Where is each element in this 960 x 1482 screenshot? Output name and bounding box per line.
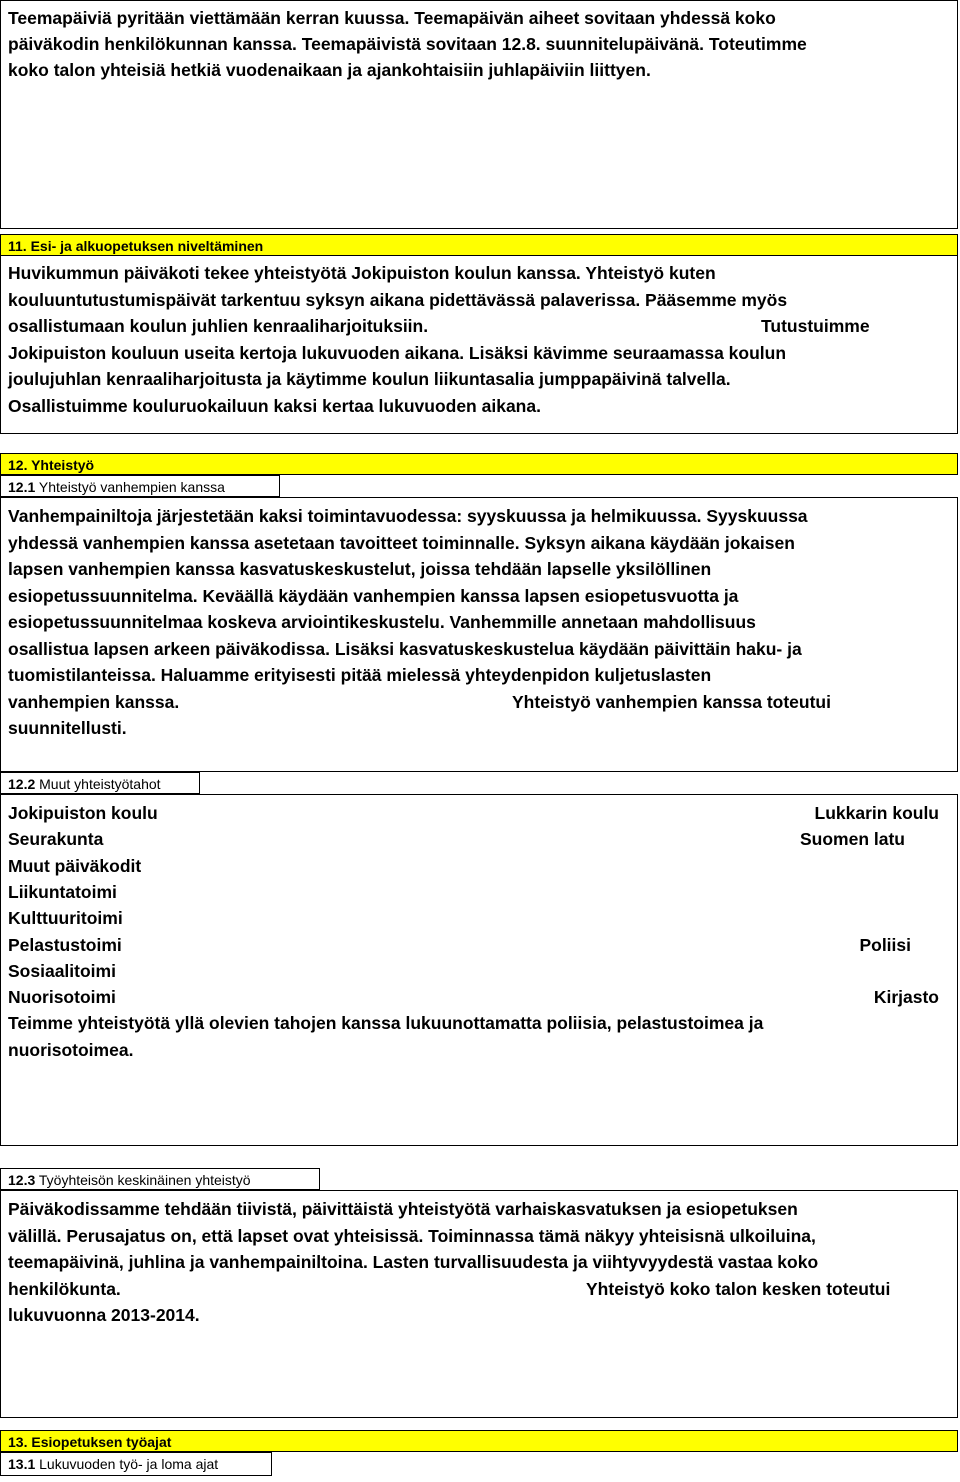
partner-right: Suomen latu (799, 829, 905, 850)
sec11-line: joulujuhlan kenraaliharjoitusta ja käytimme koulun liikuntasalia jumppapäivinä talvella. (8, 369, 731, 389)
subsection-number: 12.3 (8, 1172, 36, 1188)
sec12-3-line: Päiväkodissamme tehdään tiivistä, päivittäistä yhteistyötä varhaiskasvatuksen ja esiopetuksen (8, 1199, 798, 1219)
partner-left: Kulttuuritoimi (8, 908, 123, 929)
sec12-3-line: lukuvuonna 2013-2014. (8, 1305, 200, 1325)
sec12-1-line: suunnitellusti. (8, 718, 127, 738)
sec12-1-line: tuomistilanteissa. Haluamme erityisesti pitää mielessä yhteydenpidon kuljetuslasten (8, 665, 712, 685)
subsection-13-1-heading (0, 1452, 272, 1476)
section-13-heading: 13. Esiopetuksen työajat (0, 1430, 958, 1452)
partner-row (8, 984, 939, 1010)
subsection-number: 12.1 (8, 479, 36, 495)
partner-left: Pelastustoimi (8, 934, 122, 955)
sec11-line-split (8, 313, 952, 340)
sec11-line-left: osallistumaan koulun juhlien kenraaliharjoituksiin. (8, 316, 429, 336)
sec11-line: Osallistuimme kouluruokailuun kaksi kertaa lukuvuoden aikana. (8, 395, 541, 416)
sec12-3-line-split (8, 1276, 952, 1303)
intro-section (0, 0, 958, 229)
sec12-3-line-right: Yhteistyö koko talon kesken toteutui (586, 1278, 891, 1299)
sec12-1-line-right: Yhteistyö vanhempien kanssa toteutui (512, 691, 831, 712)
partner-left: Muut päiväkodit (8, 855, 142, 876)
partner-right: Lukkarin koulu (814, 803, 939, 823)
subsection-title: Lukuvuoden työ- ja loma ajat (39, 1456, 219, 1472)
subsection-12-3-text (8, 1196, 952, 1329)
sec12-1-line: lapsen vanhempien kanssa kasvatuskeskustelut, joissa tehdään lapselle yksilöllinen (8, 559, 712, 579)
sec12-3-line: välillä. Perusajatus on, että lapset ovat yhteisissä. Toiminnassa tämä näkyy yhteisisnä ulkoiluina, (8, 1225, 816, 1246)
partner-row (8, 826, 939, 852)
sec11-line: Huvikummun päiväkoti tekee yhteistyötä Jokipuiston koulun kanssa. Yhteistyö kuten (8, 263, 716, 283)
intro-line: Teemapäiviä pyritään viettämään kerran kuussa. Teemapäivän aiheet sovitaan yhdessä koko (8, 8, 776, 28)
sec12-1-line: osallistua lapsen arkeen päiväkodissa. Lisäksi kasvatuskeskustelua käydään päivittäin haku- ja (8, 638, 802, 659)
partner-left: Jokipuiston koulu (8, 803, 158, 823)
subsection-12-3-heading (0, 1168, 320, 1190)
intro-text (8, 5, 807, 83)
section-11-body (0, 256, 958, 434)
sec12-1-line: Vanhempainiltoja järjestetään kaksi toimintavuodessa: syyskuussa ja helmikuussa. Syyskuussa (8, 506, 808, 526)
partner-row (8, 905, 939, 931)
partner-row (8, 879, 939, 905)
intro-line: päiväkodin henkilökunnan kanssa. Teemapäivistä sovitaan 12.8. suunnitelupäivänä. Toteutimme (8, 34, 807, 54)
subsection-12-1-text (8, 503, 952, 742)
subsection-12-1-body (0, 497, 958, 772)
subsection-number: 12.2 (8, 776, 36, 792)
section-12-heading: 12. Yhteistyö (0, 453, 958, 475)
sec12-1-line: yhdessä vanhempien kanssa asetetaan tavoitteet toiminnalle. Syksyn aikana käydään jokaisen (8, 532, 795, 553)
sec12-3-line: teemapäivinä, juhlina ja vanhempainiltoina. Lasten turvallisuudesta ja viihtyvyydestä vastaa koko (8, 1252, 819, 1272)
partner-row (8, 932, 939, 958)
subsection-12-3-body (0, 1190, 958, 1418)
partner-row (8, 800, 939, 826)
subsection-12-2-body (0, 794, 958, 1146)
intro-line: koko talon yhteisiä hetkiä vuodenaikaan ja ajankohtaisiin juhlapäiviin liittyen. (8, 60, 651, 80)
section-11-heading: 11. Esi- ja alkuopetuksen niveltäminen (0, 234, 958, 256)
section-11-text (8, 260, 952, 419)
partner-summary-line: nuorisotoimea. (8, 1039, 134, 1060)
partner-right: Kirjasto (873, 987, 939, 1008)
sec12-1-line: esiopetussuunnitelma. Keväällä käydään vanhempien kanssa lapsen esiopetusvuotta ja (8, 585, 739, 606)
subsection-number: 13.1 (8, 1456, 36, 1472)
subsection-title: Muut yhteistyötahot (39, 776, 161, 792)
sec11-line: kouluuntutustumispäivät tarkentuu syksyn aikana pidettävässä palaverissa. Pääsemme myös (8, 289, 788, 310)
partner-right: Poliisi (859, 934, 911, 955)
partner-left: Sosiaalitoimi (8, 960, 116, 981)
sec12-1-line-left: vanhempien kanssa. (8, 691, 180, 712)
partner-left: Seurakunta (8, 829, 104, 850)
partner-row (8, 853, 939, 879)
partner-summary-line: Teimme yhteistyötä yllä olevien tahojen kanssa lukuunottamatta poliisia, pelastustoimea ja (8, 1013, 764, 1034)
subsection-title: Yhteistyö vanhempien kanssa (38, 479, 225, 495)
subsection-12-1-heading (0, 475, 280, 497)
sec12-3-line-left: henkilökunta. (8, 1278, 121, 1299)
sec11-line-right: Tutustuimme (761, 316, 870, 336)
sec12-1-line: esiopetussuunnitelmaa koskeva arviointikeskustelu. Vanhemmille annetaan mahdollisuus (8, 612, 756, 632)
sec11-line: Jokipuiston kouluun useita kertoja lukuvuoden aikana. Lisäksi kävimme seuraamassa koulun (8, 342, 787, 363)
subsection-12-2-heading (0, 772, 200, 794)
partner-row (8, 958, 939, 984)
partner-left: Liikuntatoimi (8, 881, 117, 902)
subsection-title: Työyhteisön keskinäinen yhteistyö (38, 1172, 251, 1188)
partner-left: Nuorisotoimi (8, 987, 116, 1008)
sec12-1-line-split (8, 689, 952, 716)
